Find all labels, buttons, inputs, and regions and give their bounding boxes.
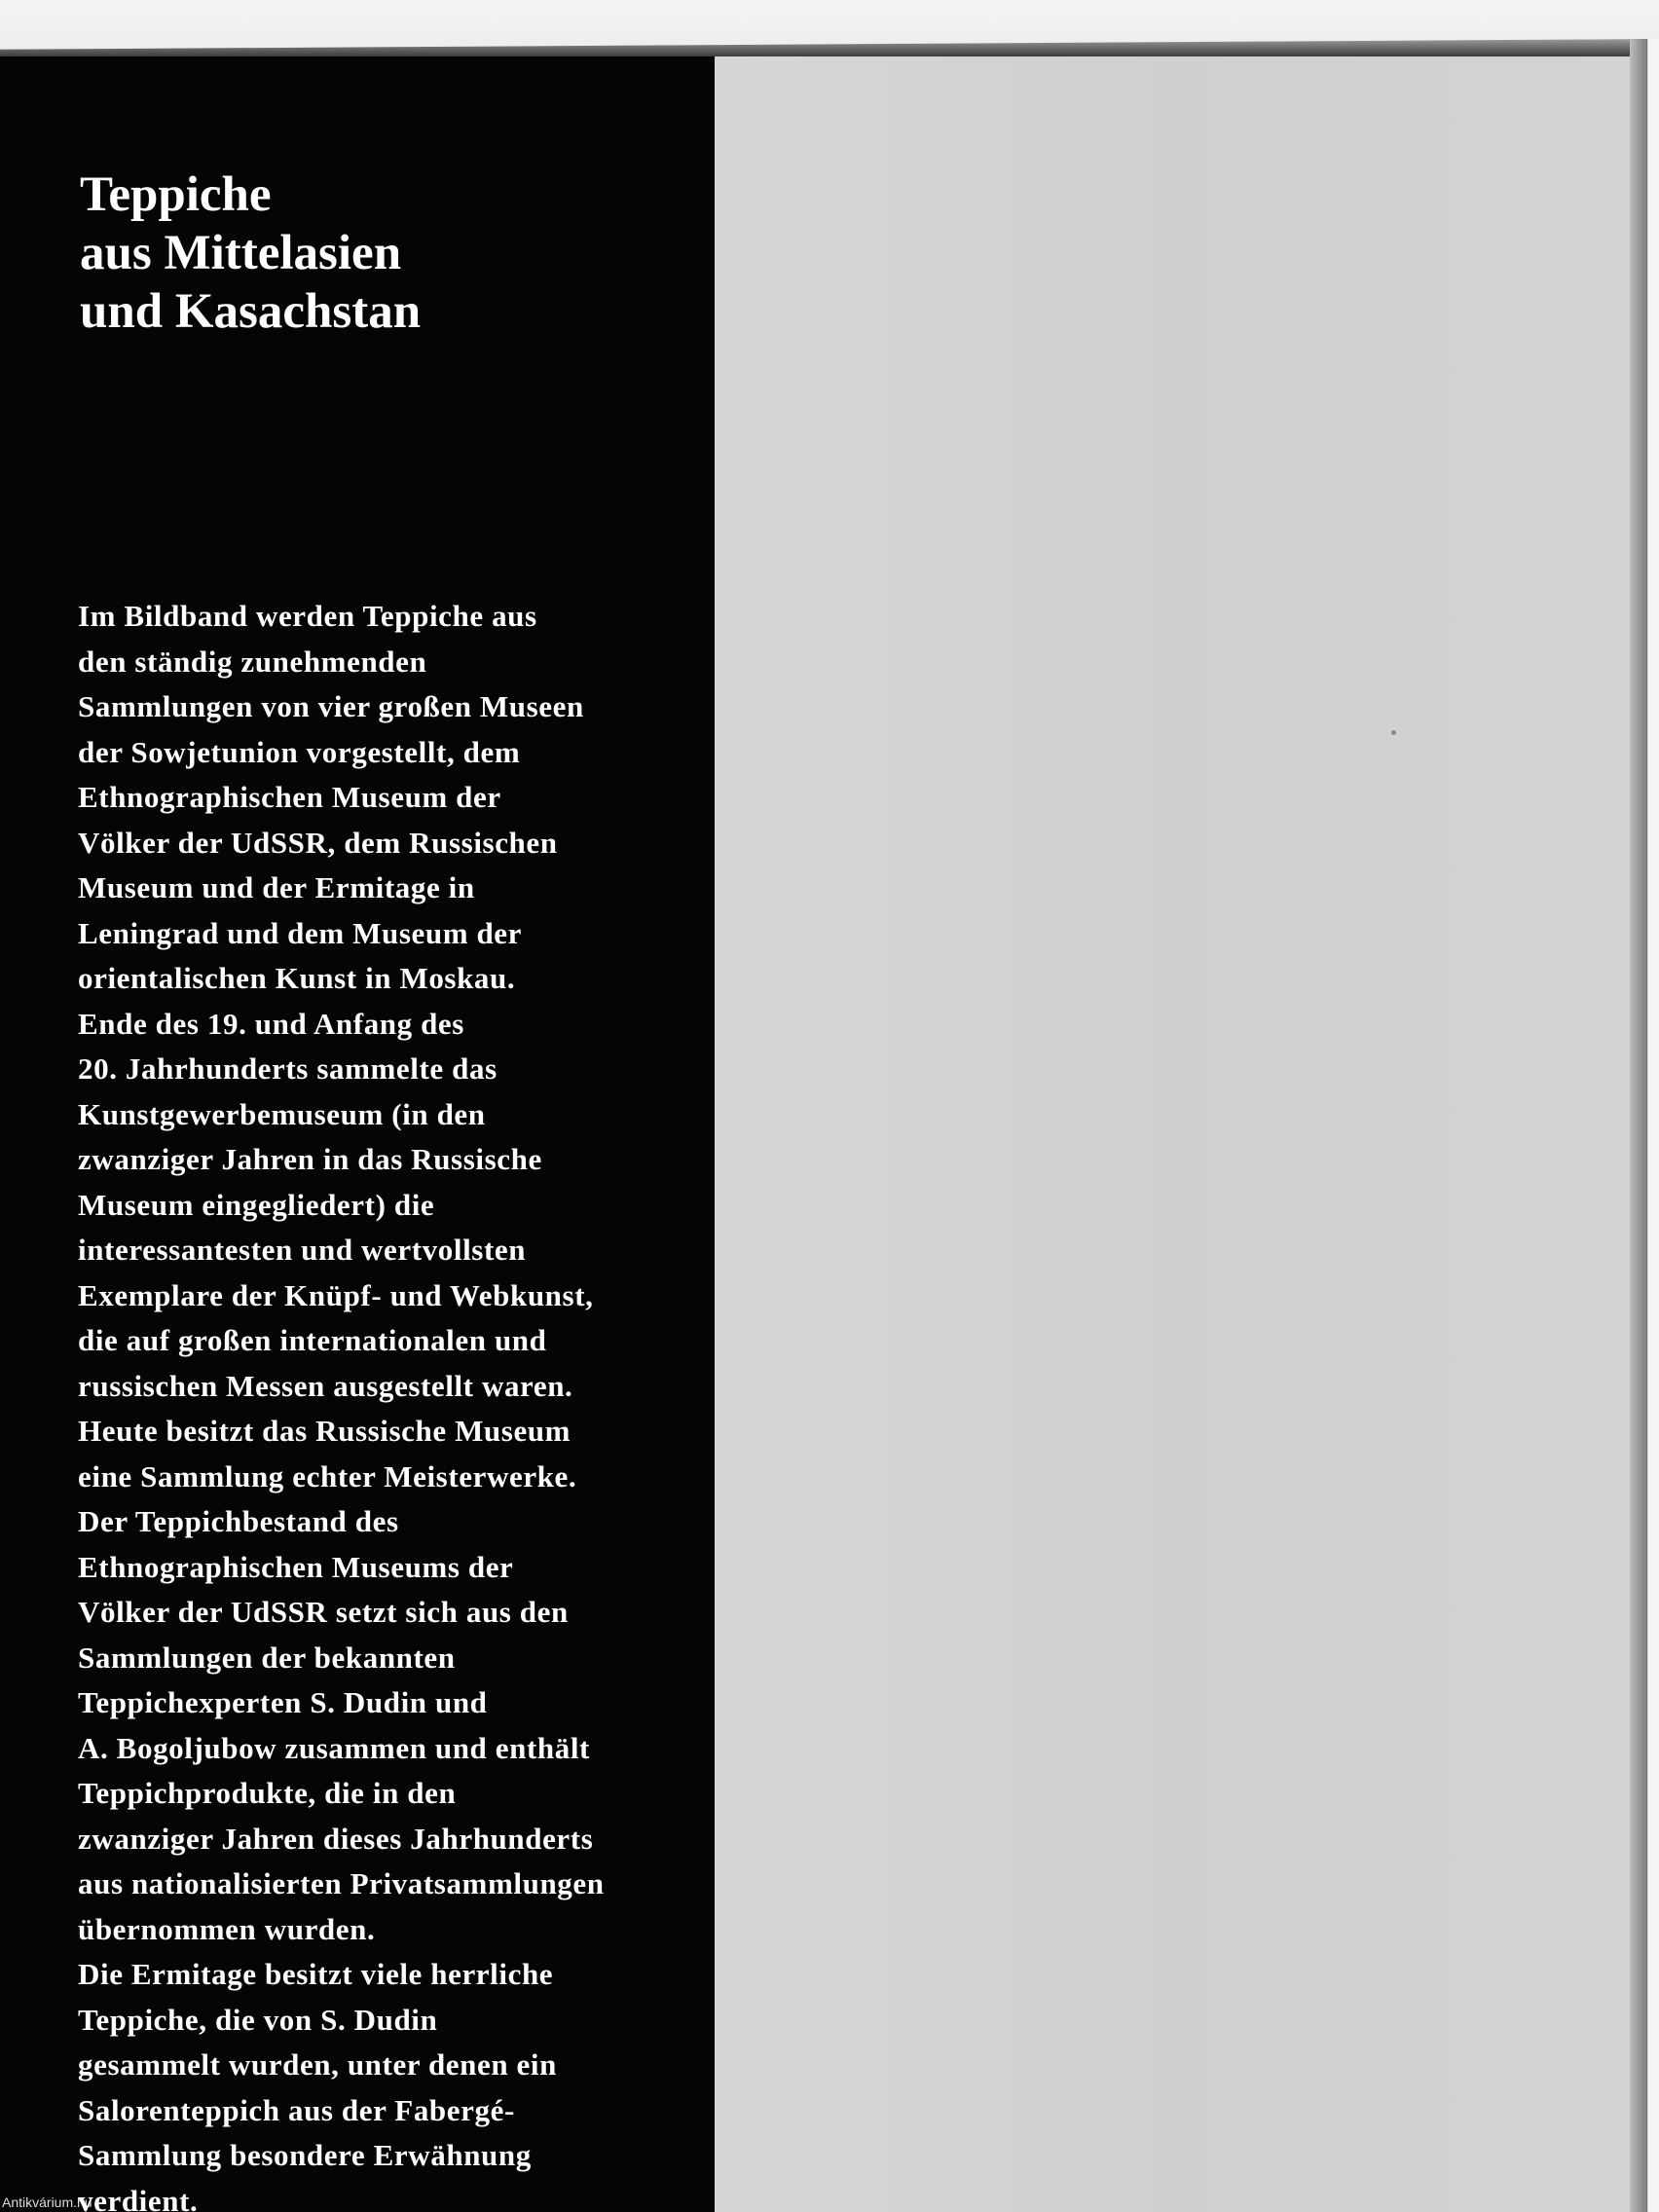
blurb-line: Sammlung besondere Erwähnung bbox=[78, 2138, 532, 2172]
blurb-line: orientalischen Kunst in Moskau. bbox=[78, 961, 516, 995]
blurb-line: Museum eingegliedert) die bbox=[78, 1187, 435, 1222]
blurb-line: Sammlungen von vier großen Museen bbox=[78, 689, 584, 723]
title-line: und Kasachstan bbox=[80, 284, 422, 339]
blurb-line: verdient. bbox=[78, 2183, 199, 2212]
blurb-line: aus nationalisierten Privatsammlungen bbox=[78, 1866, 605, 1900]
blurb-line: Völker der UdSSR, dem Russischen bbox=[78, 825, 558, 860]
blurb-line: den ständig zunehmenden bbox=[78, 644, 427, 679]
blurb-line: Salorenteppich aus der Fabergé- bbox=[78, 2092, 515, 2127]
blurb-line: Sammlungen der bekannten bbox=[78, 1640, 456, 1675]
blurb-line: zwanziger Jahren dieses Jahrhunderts bbox=[78, 1821, 594, 1856]
blurb-line: Der Teppichbestand des bbox=[78, 1504, 399, 1538]
blurb-line: russischen Messen ausgestellt waren. bbox=[78, 1368, 573, 1403]
blurb-line: Im Bildband werden Teppiche aus bbox=[78, 599, 537, 633]
blurb-line: A. Bogoljubow zusammen und enthält bbox=[78, 1730, 590, 1765]
blurb-line: übernommen wurden. bbox=[78, 1911, 376, 1946]
title-line: aus Mittelasien bbox=[80, 226, 402, 280]
book-title bbox=[80, 166, 421, 341]
blurb-line: Ende des 19. und Anfang des bbox=[78, 1006, 464, 1041]
blank-grey-panel bbox=[715, 56, 1630, 2212]
title-line: Teppiche bbox=[80, 167, 272, 222]
watermark-text: Antikvárium.hu bbox=[2, 2194, 92, 2210]
blurb-line: Leningrad und dem Museum der bbox=[78, 915, 523, 950]
blurb-line: Kunstgewerbemuseum (in den bbox=[78, 1096, 486, 1131]
blurb-line: Museum und der Ermitage in bbox=[78, 870, 475, 904]
blurb-line: Ethnographischen Museums der bbox=[78, 1549, 514, 1584]
blurb-line: 20. Jahrhunderts sammelte das bbox=[78, 1051, 498, 1086]
blurb-line: der Sowjetunion vorgestellt, dem bbox=[78, 734, 521, 769]
blurb-line: die auf großen internationalen und bbox=[78, 1323, 547, 1357]
blurb-line: Teppichprodukte, die in den bbox=[78, 1776, 457, 1810]
blurb-line: Die Ermitage besitzt viele herrliche bbox=[78, 1957, 554, 1991]
blurb-line: Teppiche, die von S. Dudin bbox=[78, 2002, 438, 2037]
black-text-panel bbox=[0, 56, 715, 2212]
blurb-line: interessantesten und wertvollsten bbox=[78, 1233, 527, 1267]
blurb-line: Ethnographischen Museum der bbox=[78, 780, 501, 814]
blurb-line: Teppichexperten S. Dudin und bbox=[78, 1685, 488, 1719]
blurb-line: Heute besitzt das Russische Museum bbox=[78, 1414, 571, 1448]
blurb-line: Exemplare der Knüpf- und Webkunst, bbox=[78, 1277, 594, 1312]
blurb-line: gesammelt wurden, unter denen ein bbox=[78, 2047, 557, 2082]
blurb-line: eine Sammlung echter Meisterwerke. bbox=[78, 1458, 577, 1493]
blurb-line: zwanziger Jahren in das Russische bbox=[78, 1142, 542, 1176]
book-right-edge bbox=[1630, 39, 1659, 2212]
blurb-line: Völker der UdSSR setzt sich aus den bbox=[78, 1595, 569, 1629]
dust-speck bbox=[1391, 730, 1396, 735]
blurb-text bbox=[78, 594, 605, 2212]
